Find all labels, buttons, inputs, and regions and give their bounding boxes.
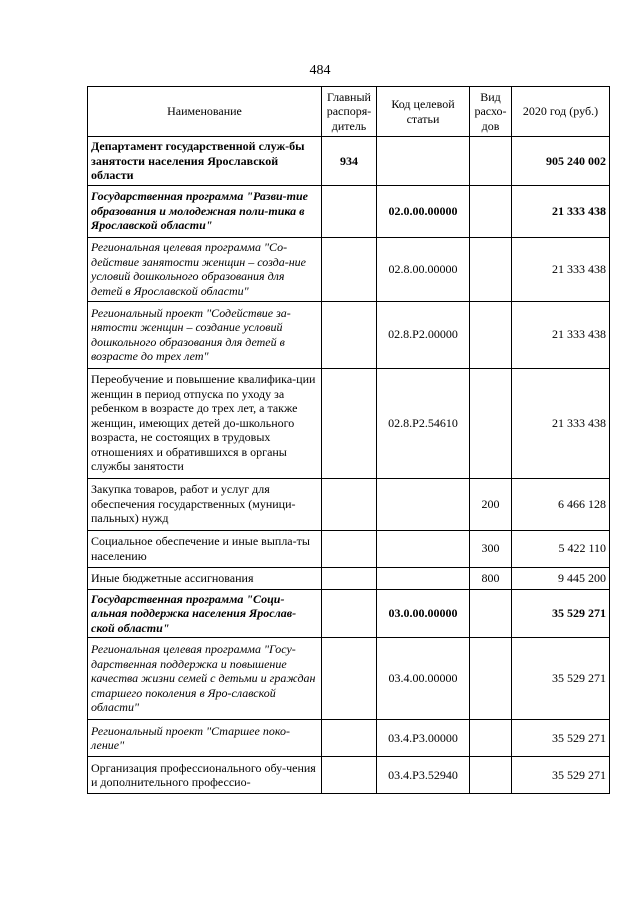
- row-amount: 35 529 271: [512, 589, 610, 638]
- table-header-row: [88, 87, 610, 137]
- header-code: Код целевой статьи: [377, 87, 470, 137]
- row-type: 800: [470, 567, 512, 589]
- row-code: 02.0.00.00000: [377, 185, 470, 237]
- table-row: [88, 237, 610, 301]
- row-admin: [322, 720, 377, 757]
- row-name: Департамент государственной служ-бы занятости населения Ярославской области: [88, 137, 322, 186]
- row-amount: 35 529 271: [512, 757, 610, 794]
- row-type: [470, 757, 512, 794]
- row-code: [377, 567, 470, 589]
- table-row: [88, 185, 610, 237]
- row-admin: [322, 530, 377, 567]
- row-admin: [322, 185, 377, 237]
- row-type: [470, 638, 512, 720]
- row-amount: 5 422 110: [512, 530, 610, 567]
- row-amount: 21 333 438: [512, 237, 610, 301]
- table-row: [88, 478, 610, 530]
- row-name: Организация профессионального обу-чения и дополнительного профессио-: [88, 757, 322, 794]
- row-admin: [322, 301, 377, 368]
- row-type: 300: [470, 530, 512, 567]
- row-type: [470, 301, 512, 368]
- table-row: [88, 720, 610, 757]
- row-name: Государственная программа "Разви-тие образования и молодежная поли-тика в Ярославской области": [88, 185, 322, 237]
- header-type: Вид расхо-дов: [470, 87, 512, 137]
- row-admin: [322, 757, 377, 794]
- row-amount: 21 333 438: [512, 368, 610, 478]
- row-name: Закупка товаров, работ и услуг для обеспечения государственных (муници-пальных) нужд: [88, 478, 322, 530]
- row-code: [377, 478, 470, 530]
- row-amount: 905 240 002: [512, 137, 610, 186]
- row-code: 03.4.00.00000: [377, 638, 470, 720]
- row-type: [470, 720, 512, 757]
- row-type: 200: [470, 478, 512, 530]
- row-admin: [322, 368, 377, 478]
- table-row: [88, 368, 610, 478]
- row-type: [470, 185, 512, 237]
- table-row: [88, 757, 610, 794]
- header-name: Наименование: [88, 87, 322, 137]
- row-type: [470, 589, 512, 638]
- row-code: 03.0.00.00000: [377, 589, 470, 638]
- row-code: [377, 530, 470, 567]
- table-row: [88, 530, 610, 567]
- row-name: Переобучение и повышение квалифика-ции женщин в период отпуска по уходу за ребенком в возрасте до трех лет, а также женщин, имеющих детей до-школьного возраста, не состоящих в трудовых отношениях и обратившихся в органы службы занятости: [88, 368, 322, 478]
- row-type: [470, 368, 512, 478]
- row-code: 02.8.P2.54610: [377, 368, 470, 478]
- row-name: Социальное обеспечение и иные выпла-ты населению: [88, 530, 322, 567]
- row-type: [470, 137, 512, 186]
- header-amount: 2020 год (руб.): [512, 87, 610, 137]
- row-name: Государственная программа "Соци-альная поддержка населения Ярослав-ской области": [88, 589, 322, 638]
- row-amount: 9 445 200: [512, 567, 610, 589]
- table-row: [88, 301, 610, 368]
- row-admin: [322, 478, 377, 530]
- row-code: 03.4.P3.00000: [377, 720, 470, 757]
- header-admin: Главный распоря-дитель: [322, 87, 377, 137]
- table-row: [88, 567, 610, 589]
- row-admin: [322, 237, 377, 301]
- row-amount: 35 529 271: [512, 638, 610, 720]
- row-admin: [322, 638, 377, 720]
- row-amount: 21 333 438: [512, 185, 610, 237]
- row-name: Региональный проект "Старшее поко-ление": [88, 720, 322, 757]
- row-code: 02.8.00.00000: [377, 237, 470, 301]
- row-admin: [322, 567, 377, 589]
- row-amount: 6 466 128: [512, 478, 610, 530]
- budget-table: [87, 86, 610, 794]
- row-code: 02.8.P2.00000: [377, 301, 470, 368]
- row-code: 03.4.P3.52940: [377, 757, 470, 794]
- table-row: [88, 137, 610, 186]
- row-name: Региональный проект "Содействие за-нятости женщин – создание условий дошкольного образования для детей в возрасте до трех лет": [88, 301, 322, 368]
- row-type: [470, 237, 512, 301]
- page-number: 484: [309, 63, 331, 78]
- row-admin: [322, 589, 377, 638]
- row-admin: 934: [322, 137, 377, 186]
- row-name: Региональная целевая программа "Со-действие занятости женщин – созда-ние условий дошкольного образования для детей в Ярославской области": [88, 237, 322, 301]
- table-row: [88, 589, 610, 638]
- row-amount: 35 529 271: [512, 720, 610, 757]
- row-amount: 21 333 438: [512, 301, 610, 368]
- table-row: [88, 638, 610, 720]
- row-name: Региональная целевая программа "Госу-дарственная поддержка и повышение качества жизни семей с детьми и граждан старшего поколения в Яро-славской области": [88, 638, 322, 720]
- row-name: Иные бюджетные ассигнования: [88, 567, 322, 589]
- row-code: [377, 137, 470, 186]
